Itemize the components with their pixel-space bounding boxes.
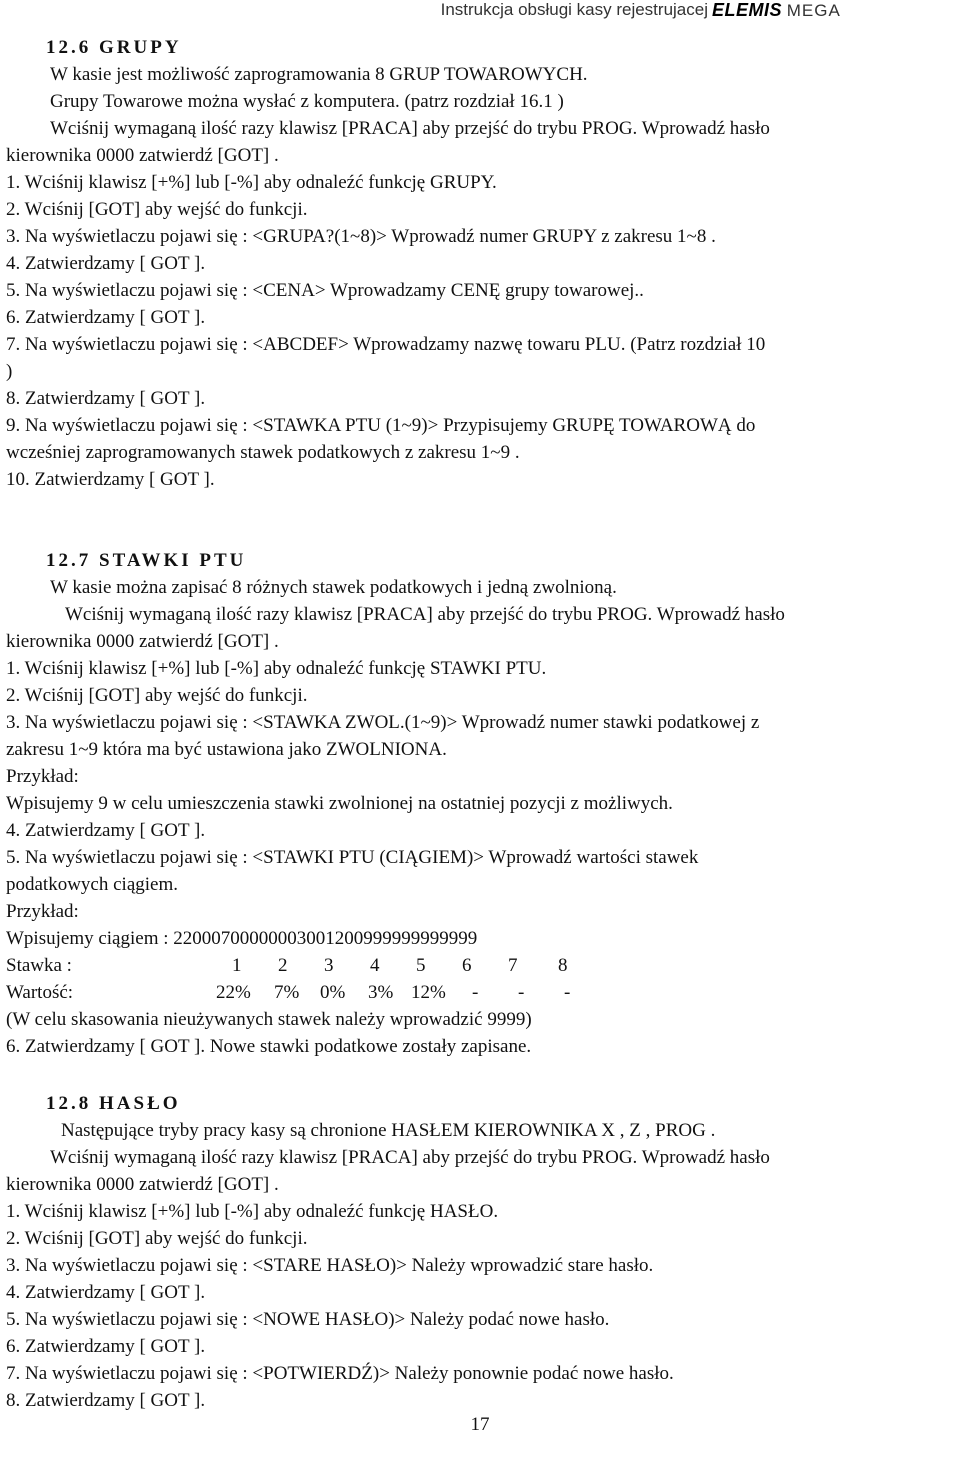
brand-logo bbox=[712, 0, 841, 21]
step: wcześniej zaprogramowanych stawek podatkowych z zakresu 1~9 . bbox=[6, 442, 520, 463]
section-heading-stawki-ptu: 12.7 STAWKI PTU bbox=[46, 550, 247, 571]
step: 8. Zatwierdzamy [ GOT ]. bbox=[6, 388, 206, 409]
section-heading-grupy: 12.6 GRUPY bbox=[46, 37, 182, 58]
wartosc-label: Wartość: bbox=[6, 982, 74, 1003]
stawka-cell: 2 bbox=[278, 955, 288, 976]
stawka-cell: 1 bbox=[232, 955, 242, 976]
step: 2. Wciśnij [GOT] aby wejść do funkcji. bbox=[6, 685, 308, 706]
paragraph: Wciśnij wymaganą ilość razy klawisz [PRACA] aby przejść do trybu PROG. Wprowadź hasło bbox=[50, 118, 770, 139]
document-body bbox=[6, 34, 956, 1414]
step: 9. Na wyświetlaczu pojawi się : <STAWKA PTU (1~9)> Przypisujemy GRUPĘ TOWAROWĄ do bbox=[6, 415, 756, 436]
step: 3. Na wyświetlaczu pojawi się : <STAWKA ZWOL.(1~9)> Wprowadź numer stawki podatkowej z bbox=[6, 712, 760, 733]
section-heading-haslo: 12.8 HASŁO bbox=[46, 1093, 181, 1114]
wartosc-row bbox=[6, 979, 956, 1006]
example-text: Wpisujemy 9 w celu umieszczenia stawki zwolnionej na ostatniej pozycji z możliwych. bbox=[6, 793, 673, 814]
stawka-cell: 4 bbox=[370, 955, 380, 976]
step: 5. Na wyświetlaczu pojawi się : <STAWKI PTU (CIĄGIEM)> Wprowadź wartości stawek bbox=[6, 847, 699, 868]
step: 6. Zatwierdzamy [ GOT ]. bbox=[6, 307, 206, 328]
step: ) bbox=[6, 361, 13, 382]
step: 2. Wciśnij [GOT] aby wejść do funkcji. bbox=[6, 1228, 308, 1249]
step: 3. Na wyświetlaczu pojawi się : <GRUPA?(1~8)> Wprowadź numer GRUPY z zakresu 1~8 . bbox=[6, 226, 716, 247]
step: 2. Wciśnij [GOT] aby wejść do funkcji. bbox=[6, 199, 308, 220]
wartosc-cell: - bbox=[472, 982, 479, 1003]
step: 7. Na wyświetlaczu pojawi się : <ABCDEF> Wprowadzamy nazwę towaru PLU. (Patrz rozdział 10 bbox=[6, 334, 766, 355]
paragraph: W kasie można zapisać 8 różnych stawek podatkowych i jedną zwolnioną. bbox=[50, 577, 617, 598]
step: 10. Zatwierdzamy [ GOT ]. bbox=[6, 469, 215, 490]
wartosc-cell: - bbox=[518, 982, 525, 1003]
wartosc-cell: - bbox=[564, 982, 571, 1003]
wartosc-cell: 12% bbox=[411, 982, 446, 1003]
step: podatkowych ciągiem. bbox=[6, 874, 179, 895]
stawka-cell: 8 bbox=[558, 955, 568, 976]
paragraph: kierownika 0000 zatwierdź [GOT] . bbox=[6, 631, 279, 652]
stawka-cell: 7 bbox=[508, 955, 518, 976]
step: 1. Wciśnij klawisz [+%] lub [-%] aby odnaleźć funkcję HASŁO. bbox=[6, 1201, 499, 1222]
paragraph: Następujące tryby pracy kasy są chronione HASŁEM KIEROWNIKA X , Z , PROG . bbox=[61, 1120, 716, 1141]
stawka-cell: 6 bbox=[462, 955, 472, 976]
example-label: Przykład: bbox=[6, 901, 79, 922]
brand-suffix: MEGA bbox=[786, 1, 841, 20]
paragraph: Wciśnij wymaganą ilość razy klawisz [PRACA] aby przejść do trybu PROG. Wprowadź hasło bbox=[50, 1147, 770, 1168]
step: 4. Zatwierdzamy [ GOT ]. bbox=[6, 253, 206, 274]
step: 4. Zatwierdzamy [ GOT ]. bbox=[6, 1282, 206, 1303]
stawka-row bbox=[6, 952, 956, 979]
step: 7. Na wyświetlaczu pojawi się : <POTWIERDŹ)> Należy ponownie podać nowe hasło. bbox=[6, 1363, 674, 1384]
wartosc-cell: 22% bbox=[216, 982, 251, 1003]
step: 8. Zatwierdzamy [ GOT ]. bbox=[6, 1390, 206, 1411]
wartosc-cell: 3% bbox=[368, 982, 394, 1003]
stawka-label: Stawka : bbox=[6, 955, 72, 976]
paragraph: W kasie jest możliwość zaprogramowania 8 GRUP TOWAROWYCH. bbox=[50, 64, 588, 85]
example-text: Wpisujemy ciągiem : 22000700000003001200999999999999 bbox=[6, 928, 478, 949]
header-title: Instrukcja obsługi kasy rejestrujacej bbox=[440, 0, 708, 19]
step: 6. Zatwierdzamy [ GOT ]. Nowe stawki podatkowe zostały zapisane. bbox=[6, 1036, 532, 1057]
step: 5. Na wyświetlaczu pojawi się : <NOWE HASŁO)> Należy podać nowe hasło. bbox=[6, 1309, 610, 1330]
step: zakresu 1~9 która ma być ustawiona jako ZWOLNIONA. bbox=[6, 739, 447, 760]
paragraph: Grupy Towarowe można wysłać z komputera. (patrz rozdział 16.1 ) bbox=[50, 91, 564, 112]
brand-name: ELEMIS bbox=[712, 0, 783, 20]
paragraph: kierownika 0000 zatwierdź [GOT] . bbox=[6, 145, 279, 166]
step: 6. Zatwierdzamy [ GOT ]. bbox=[6, 1336, 206, 1357]
step: 1. Wciśnij klawisz [+%] lub [-%] aby odnaleźć funkcję GRUPY. bbox=[6, 172, 497, 193]
page-number: 17 bbox=[470, 1414, 490, 1435]
step: 4. Zatwierdzamy [ GOT ]. bbox=[6, 820, 206, 841]
note: (W celu skasowania nieużywanych stawek należy wprowadzić 9999) bbox=[6, 1009, 532, 1030]
step: 5. Na wyświetlaczu pojawi się : <CENA> Wprowadzamy CENĘ grupy towarowej.. bbox=[6, 280, 644, 301]
stawka-cell: 5 bbox=[416, 955, 426, 976]
wartosc-cell: 0% bbox=[320, 982, 346, 1003]
step: 1. Wciśnij klawisz [+%] lub [-%] aby odnaleźć funkcję STAWKI PTU. bbox=[6, 658, 547, 679]
paragraph: kierownika 0000 zatwierdź [GOT] . bbox=[6, 1174, 279, 1195]
example-label: Przykład: bbox=[6, 766, 79, 787]
stawka-cell: 3 bbox=[324, 955, 334, 976]
step: 3. Na wyświetlaczu pojawi się : <STARE HASŁO)> Należy wprowadzić stare hasło. bbox=[6, 1255, 654, 1276]
wartosc-cell: 7% bbox=[274, 982, 300, 1003]
paragraph: Wciśnij wymaganą ilość razy klawisz [PRACA] aby przejść do trybu PROG. Wprowadź hasło bbox=[65, 604, 785, 625]
page-header bbox=[0, 0, 960, 22]
